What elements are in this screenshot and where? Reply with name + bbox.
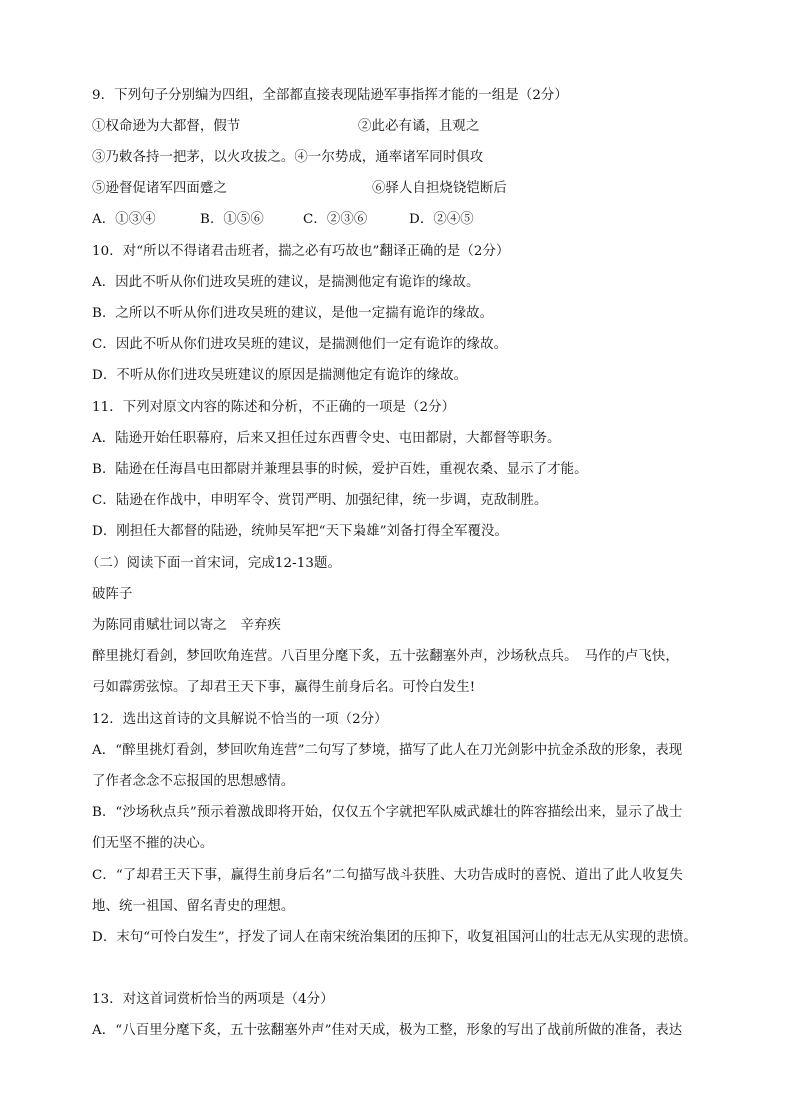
q12-option-b-line2: 们无坚不摧的决心。 <box>92 836 214 851</box>
q9-row1-left: ①权命逊为大都督，假节 <box>92 119 241 134</box>
q10-option-d: D．不听从你们进攻吴班建议的原因是揣测他定有诡诈的缘故。 <box>92 368 468 383</box>
q12-option-c-line1: C．“了却君王天下事，赢得生前身后名”二句描写战斗获胜、大功告成时的喜悦、道出了此人收复失 <box>92 868 683 883</box>
q12-option-d: D．末句“可怜白发生”，抒发了词人在南宋统治集团的压抑下，收复祖国河山的壮志无从实现的悲愤。 <box>92 930 697 945</box>
q13-option-a-line1: A．“八百里分麾下炙，五十弦翻塞外声”佳对天成，极为工整，形象的写出了战前所做的准备，表达 <box>92 1023 683 1038</box>
q12-option-a-line2: 了作者念念不忘报国的思想感情。 <box>92 774 295 789</box>
section2-intro: （二）阅读下面一首宋词，完成12-13题。 <box>86 556 341 571</box>
q11-option-d: D．刚担任大都督的陆逊，统帅吴军把“天下枭雄”刘备打得全军覆没。 <box>92 524 508 539</box>
q11-option-a: A．陆逊开始任职幕府，后来又担任过东西曹令史、屯田都尉，大都督等职务。 <box>92 431 561 446</box>
q10-option-b: B．之所以不听从你们进攻吴班的建议，是他一定揣有诡诈的缘故。 <box>92 306 494 321</box>
q11-stem: 11．下列对原文内容的陈述和分析，不正确的一项是（2分） <box>92 400 456 415</box>
q10-option-a: A．因此不听从你们进攻吴班的建议，是揣测他定有诡诈的缘故。 <box>92 275 480 290</box>
q11-option-b: B．陆逊在任海昌屯田都尉并兼理县事的时候，爱护百姓，重视农桑、显示了才能。 <box>92 462 588 477</box>
q10-stem: 10．对“所以不得诸君击班者，揣之必有巧故也”翻译正确的是（2分） <box>92 244 510 259</box>
q9-option-b: B．①⑤⑥ <box>200 212 264 227</box>
q12-stem: 12．选出这首诗的文具解说不恰当的一项（2分） <box>92 712 388 727</box>
poem-subtitle: 为陈同甫赋壮词以寄之 辛弃疾 <box>92 618 281 633</box>
q13-stem: 13．对这首词赏析恰当的两项是（4分） <box>92 992 334 1007</box>
poem-line-2: 弓如霹雳弦惊。了却君王天下事，赢得生前身后名。可怜白发生! <box>92 680 476 695</box>
q9-option-c: C．②③⑥ <box>303 212 368 227</box>
q9-option-d: D．②④⑤ <box>409 212 474 227</box>
q9-option-a: A．①③④ <box>92 212 156 227</box>
poem-title: 破阵子 <box>92 587 133 602</box>
q11-option-c: C．陆逊在作战中，申明军令、赏罚严明、加强纪律，统一步调，克敌制胜。 <box>92 493 548 508</box>
q12-option-a-line1: A．“醉里挑灯看剑，梦回吹角连营”二句写了梦境，描写了此人在刀光剑影中抗金杀敌的形象，表现 <box>92 743 683 758</box>
q9-row2: ③乃敕各持一把茅，以火攻拔之。④一尔势成，通率诸军同时俱攻 <box>92 150 484 165</box>
q9-stem: 9．下列句子分别编为四组，全部都直接表现陆逊军事指挥才能的一组是（2分） <box>92 88 568 103</box>
q12-option-b-line1: B．“沙场秋点兵”预示着激战即将开始，仅仅五个字就把军队威武雄壮的阵容描绘出来，显示了战士 <box>92 805 683 820</box>
q10-option-c: C．因此不听从你们进攻吴班的建议，是揣测他们一定有诡诈的缘故。 <box>92 337 508 352</box>
q9-row3-right: ⑥驿人自担烧铙铠断后 <box>372 181 507 196</box>
q9-row3-left: ⑤逊督促诸军四面蹙之 <box>92 181 227 196</box>
q12-option-c-line2: 地、统一祖国、留名青史的理想。 <box>92 899 295 914</box>
poem-line-1: 醉里挑灯看剑，梦回吹角连营。八百里分麾下炙，五十弦翻塞外声，沙场秋点兵。 马作的卢飞快， <box>92 649 679 664</box>
q9-row1-right: ②此必有谲，且观之 <box>358 119 480 134</box>
